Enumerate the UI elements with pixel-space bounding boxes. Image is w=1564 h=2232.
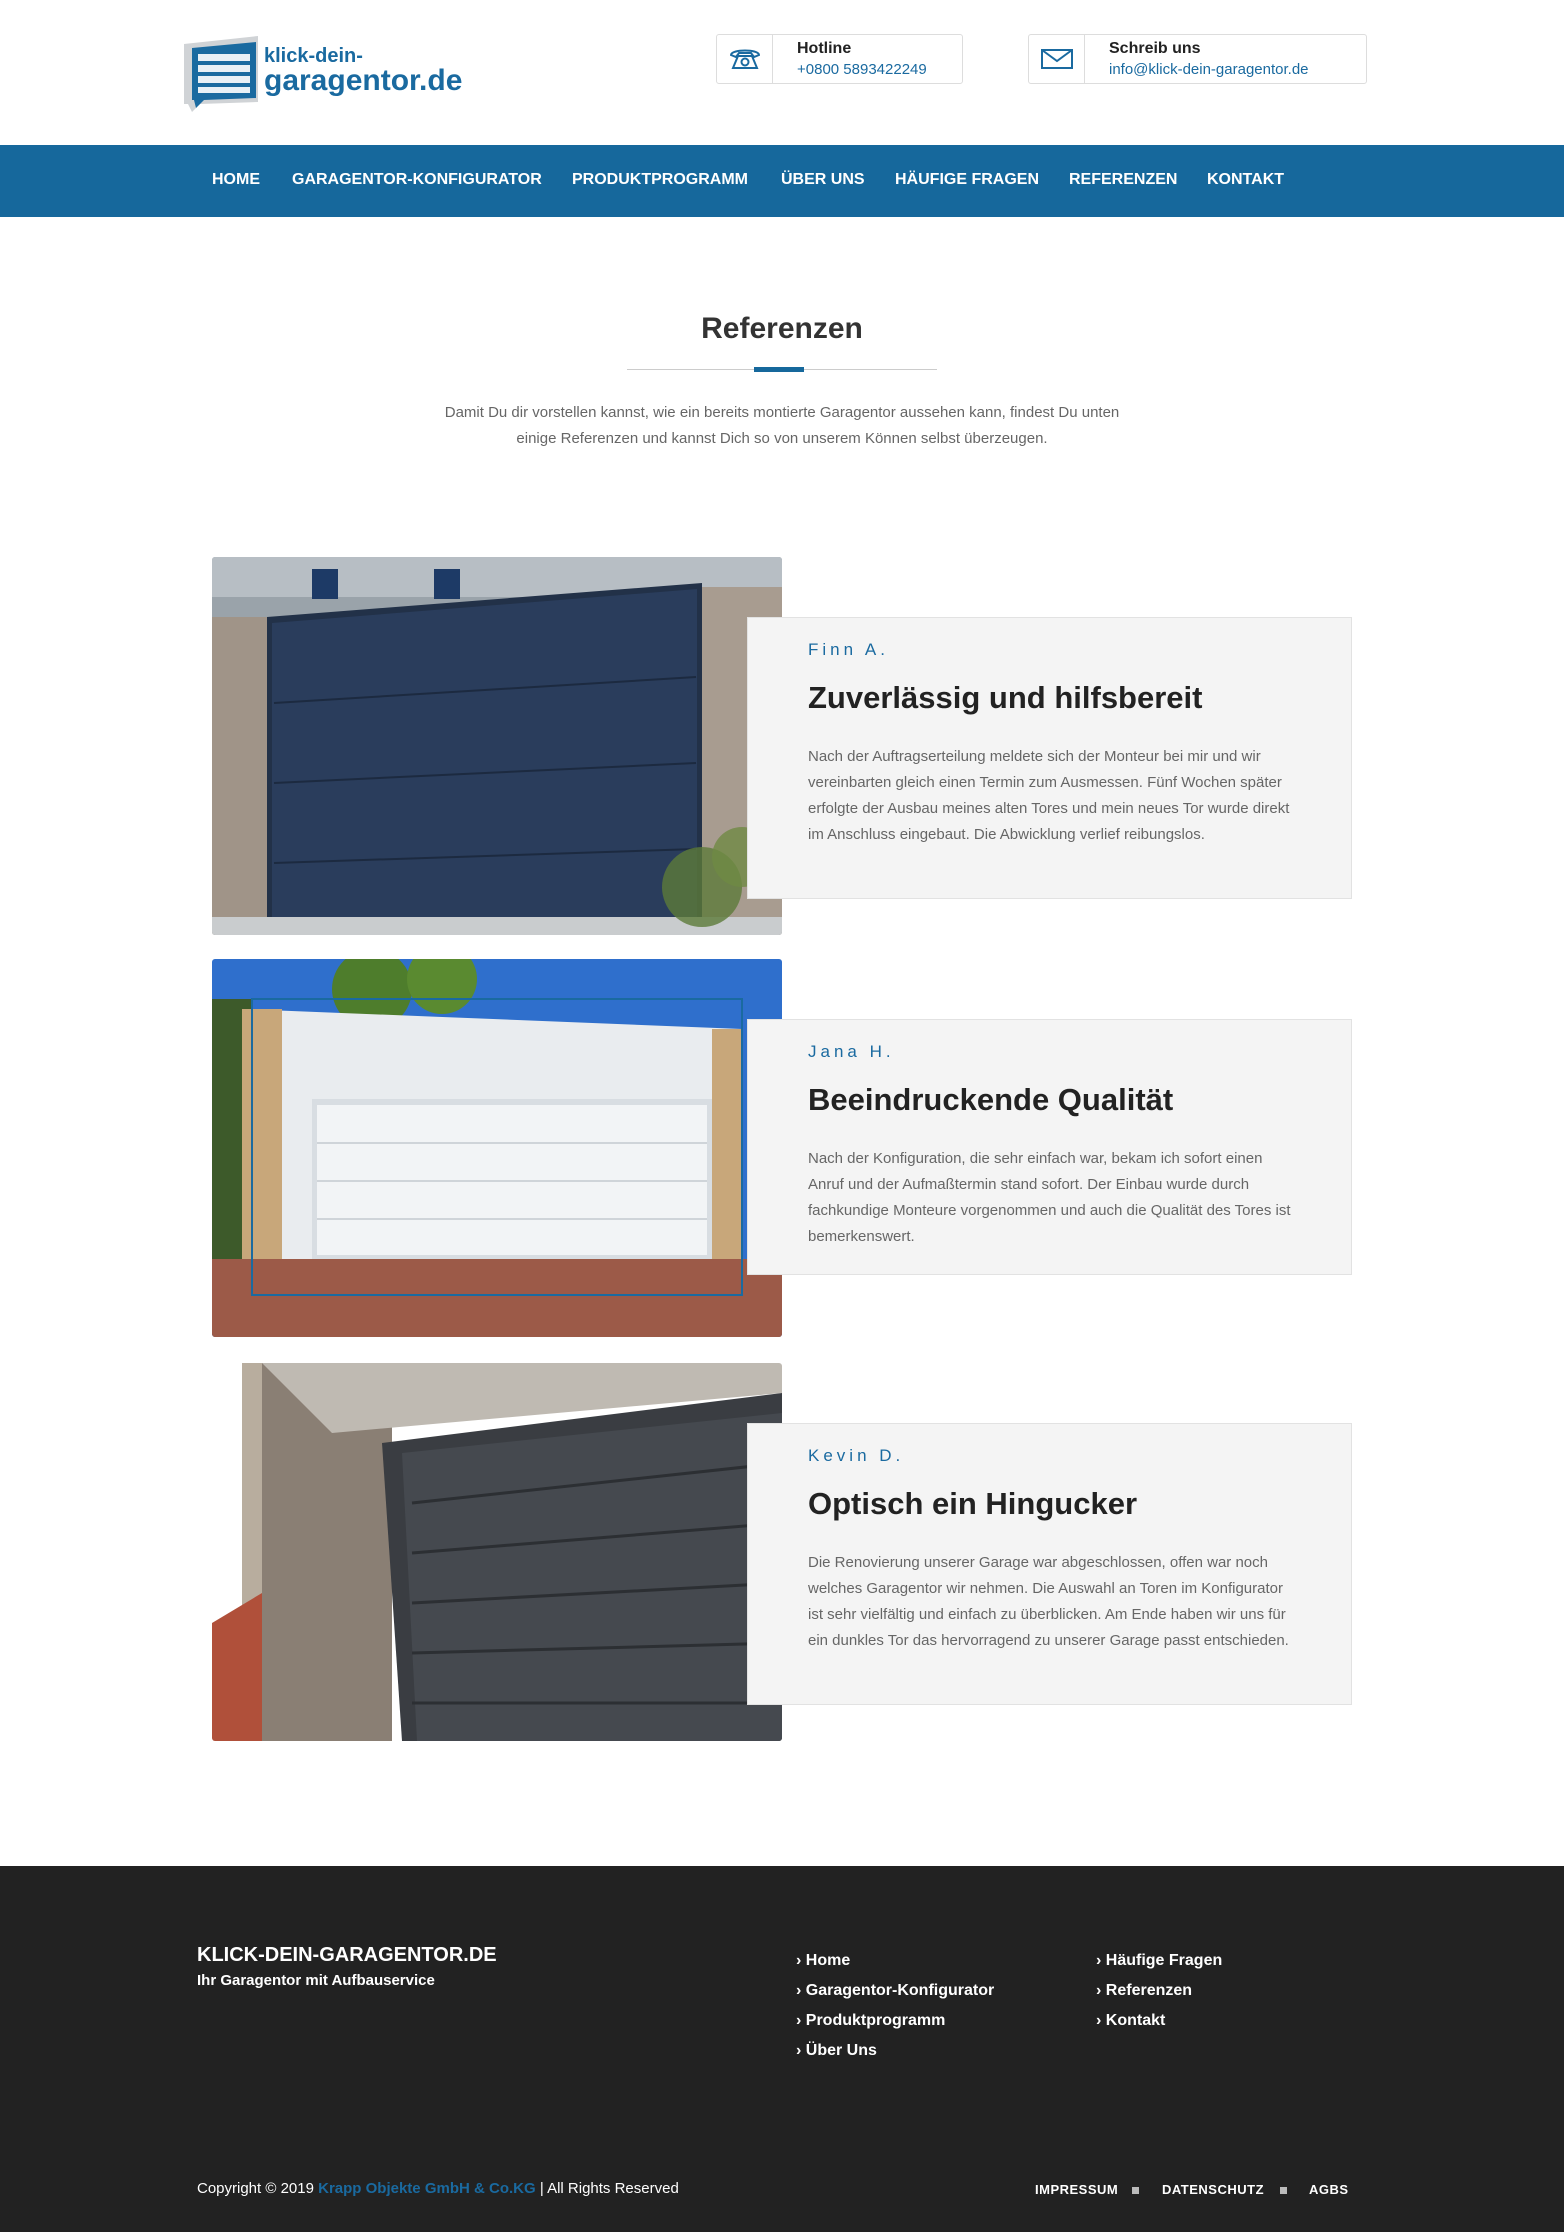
hotline-number[interactable]: +0800 5893422249 [797,61,927,78]
footer-link-haeufige-fragen[interactable] [1096,1952,1222,1970]
separator-square [1280,2187,1287,2194]
reference-image-2 [212,959,782,1337]
nav-haeufige-fragen[interactable]: HÄUFIGE FRAGEN [895,171,1039,188]
reference-author: Kevin D. [808,1446,905,1465]
garage-logo-icon [180,34,260,112]
hotline-box[interactable] [716,34,963,84]
chevron-right-icon: › [796,1982,806,1999]
nav-kontakt[interactable]: KONTAKT [1207,171,1285,188]
logo-line-2: garagentor.de [264,64,463,97]
page-title: Referenzen [701,312,863,345]
footer-link-referenzen[interactable] [1096,1982,1192,2000]
site-logo[interactable] [180,34,480,114]
chevron-right-icon: › [1096,2012,1106,2029]
intro-text: Damit Du dir vorstellen kannst, wie ein bereits montierte Garagentor aussehen kann, findest Du unten einige Referenzen und kannst Dich so von unserem Können selbst überzeugen. [444,404,1120,447]
chevron-right-icon: › [796,1952,806,1969]
footer-link-konfigurator[interactable] [796,1982,994,2000]
nav-referenzen[interactable]: REFERENZEN [1069,171,1178,188]
reference-image-1 [212,557,782,935]
logo-line-1: klick-dein- [264,45,363,67]
reference-card-1 [747,617,1352,899]
footer-link-label: Home [805,1952,851,1969]
main-navigation [0,145,1564,217]
footer-link-label: Kontakt [1105,2012,1166,2029]
dark-garage-door-photo [212,557,782,935]
mail-icon-wrapper [1029,35,1085,83]
site-footer [0,1866,1564,2232]
phone-icon [728,46,762,72]
mail-icon [1040,47,1074,71]
reference-image-3 [212,1363,782,1741]
phone-icon-wrapper [717,35,773,83]
reference-author: Jana H. [808,1042,895,1061]
footer-link-label: Über Uns [805,2042,877,2059]
logo-wordmark [264,46,462,96]
footer-link-ueber-uns[interactable] [796,2042,877,2060]
chevron-right-icon: › [1096,1982,1106,1999]
legal-link-agbs[interactable]: AGBS [1309,2182,1349,2197]
nav-home[interactable]: HOME [212,171,260,188]
reference-heading: Beeindruckende Qualität [808,1082,1174,1117]
legal-link-datenschutz[interactable]: DATENSCHUTZ [1162,2182,1265,2197]
footer-link-label: Referenzen [1105,1982,1193,1999]
chevron-right-icon: › [796,2012,806,2029]
hotline-label: Hotline [797,40,852,57]
white-garage-door-photo [212,959,782,1337]
email-box[interactable] [1028,34,1367,84]
footer-link-kontakt[interactable] [1096,2012,1165,2030]
reference-heading: Optisch ein Hingucker [808,1486,1138,1521]
email-address[interactable]: info@klick-dein-garagentor.de [1109,61,1309,78]
email-label: Schreib uns [1109,40,1201,57]
company-link[interactable]: Krapp Objekte GmbH & Co.KG [318,2180,536,2197]
nav-konfigurator[interactable]: GARAGENTOR-KONFIGURATOR [292,171,542,188]
title-accent [754,367,804,372]
anthracite-garage-door-photo [212,1363,782,1741]
footer-link-label: Garagentor-Konfigurator [805,1982,995,1999]
site-header [0,0,1564,145]
footer-tagline: Ihr Garagentor mit Aufbauservice [197,1972,435,1989]
reference-heading: Zuverlässig und hilfsbereit [808,680,1203,715]
chevron-right-icon: › [796,2042,806,2059]
reference-text: Nach der Auftragserteilung meldete sich der Monteur bei mir und wir vereinbarten gleich einen Termin zum Ausmessen. Fünf Wochen später erfolgte der Ausbau meines alten Tores und mein neues Tor wurde direkt im Anschluss eingebaut. Die Abwicklung verlief reibungslos. [808,748,1290,843]
reference-text: Die Renovierung unserer Garage war abgeschlossen, offen war noch welches Garagentor wir nehmen. Die Auswahl an Toren im Konfigurator ist sehr vielfältig und einfach zu überblicken. Am Ende haben wir uns für ein dunkles Tor das hervorragend zu unserer Garage passt entschieden. [808,1554,1289,1649]
footer-link-label: Häufige Fragen [1105,1952,1223,1969]
footer-brand: KLICK-DEIN-GARAGENTOR.DE [197,1944,497,1966]
chevron-right-icon: › [1096,1952,1106,1969]
nav-produktprogramm[interactable]: PRODUKTPROGRAMM [572,171,748,188]
separator-square [1132,2187,1139,2194]
copyright [197,2180,679,2197]
copyright-prefix: Copyright © 2019 [197,2180,314,2197]
footer-link-label: Produktprogramm [805,2012,946,2029]
copyright-suffix: | All Rights Reserved [539,2180,679,2197]
reference-author: Finn A. [808,640,889,659]
reference-card-2 [747,1019,1352,1275]
nav-ueber-uns[interactable]: ÜBER UNS [781,171,865,188]
reference-text: Nach der Konfiguration, die sehr einfach war, bekam ich sofort einen Anruf und der Aufmaßtermin stand sofort. Der Einbau wurde durch fachkundige Monteure vorgenommen und auch die Qualität des Tores ist bemerkenswert. [808,1150,1291,1245]
footer-link-produktprogramm[interactable] [796,2012,945,2030]
legal-link-impressum[interactable]: IMPRESSUM [1035,2182,1119,2197]
footer-link-home[interactable] [796,1952,850,1970]
reference-card-3 [747,1423,1352,1705]
